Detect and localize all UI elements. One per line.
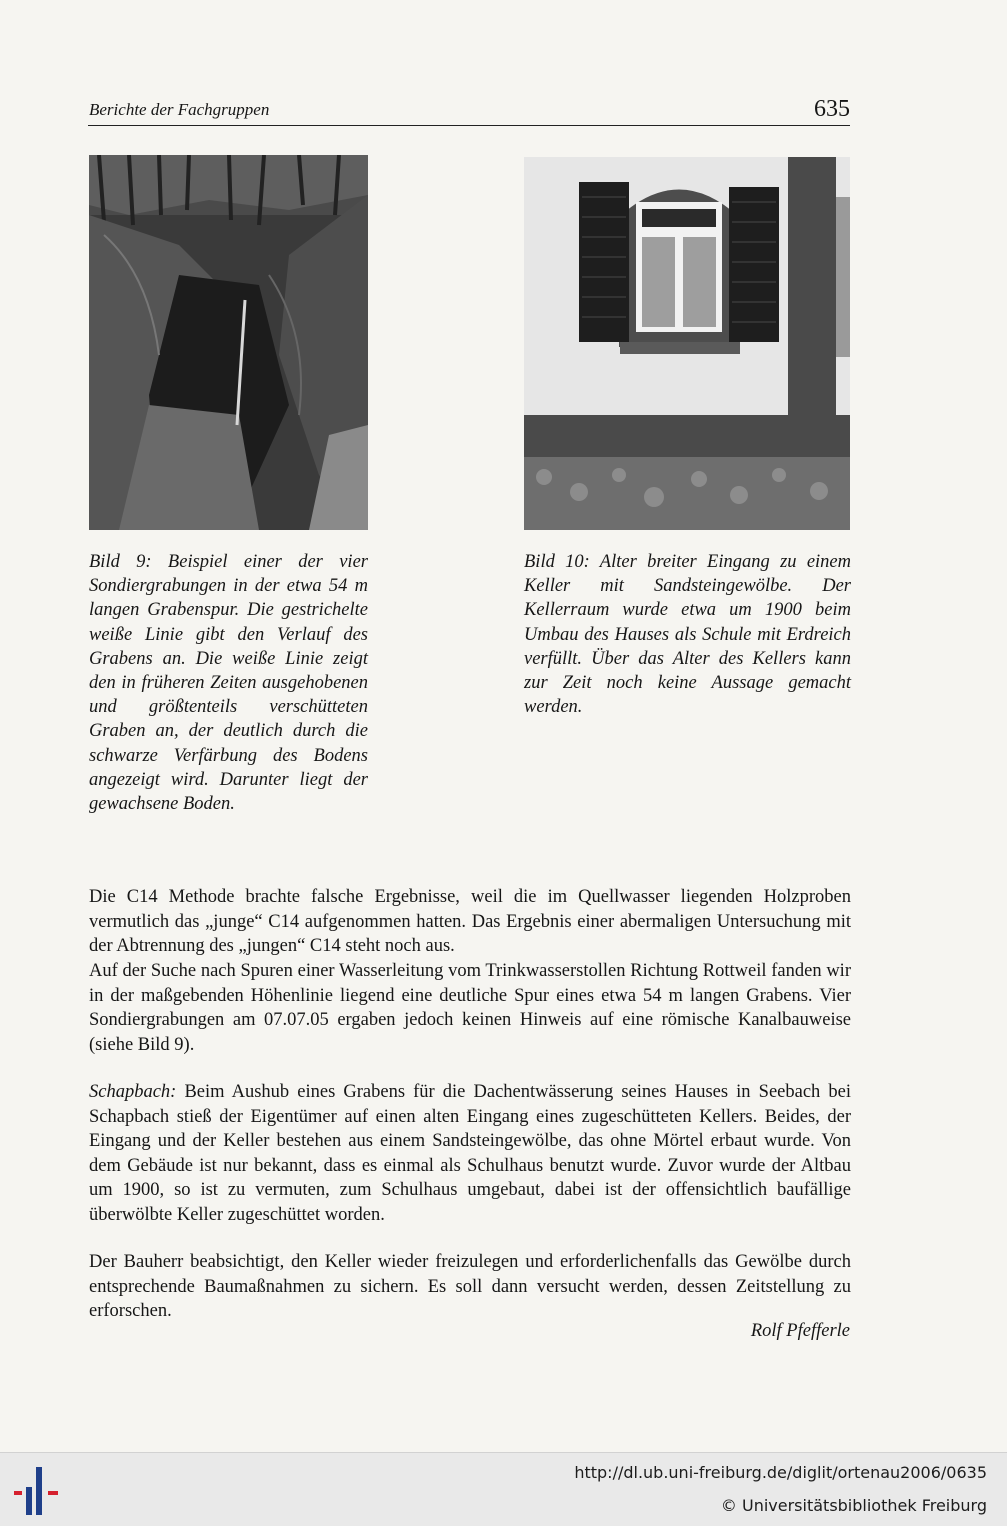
document-url-link[interactable]: http://dl.ub.uni-freiburg.de/diglit/ortenau2006/0635 [574, 1463, 987, 1482]
header-rule [88, 125, 850, 126]
body-paragraph [89, 1080, 851, 1228]
viewer-footer [0, 1452, 1007, 1526]
page-number: 635 [814, 96, 850, 122]
trench-photo [89, 155, 368, 530]
body-paragraph: Die C14 Methode brachte falsche Ergebnisse, weil die im Quellwasser liegenden Holzproben vermutlich das „junge“ C14 aufgenommen hatten. Das Ergebnis einer abermaligen Untersuchung mit der Abtrennung des „jungen“ C14 steht noch aus. [89, 887, 851, 957]
author-signature: Rolf Pfefferle [750, 1321, 850, 1341]
place-name: Schapbach: [89, 1082, 177, 1102]
figure-10-caption: Bild 10: Alter breiter Eingang zu einem Keller mit Sandsteingewölbe. Der Kellerraum wurde etwa um 1900 beim Umbau des Hauses als Schule mit Erdreich verfüllt. Über das Alter des Kellers kann zur Zeit noch keine Aussage gemacht werden. [524, 552, 851, 718]
figure-9-caption: Bild 9: Beispiel einer der vier Sondiergrabungen in der etwa 54 m langen Grabenspur. Die gestrichelte weiße Linie gibt den Verlauf des Grabens an. Die weiße Linie zeigt den in früheren Zeiten ausgehobenen und größtenteils verschütteten Graben an, der deutlich durch die schwarze Verfärbung des Bodens angezeigt wird. Darunter liegt der gewachsene Boden. [89, 552, 368, 815]
running-header: Berichte der Fachgruppen [89, 100, 270, 119]
body-paragraph: Der Bauherr beabsichtigt, den Keller wieder freizulegen und erforderlichenfalls das Gewölbe durch entsprechende Baumaßnahmen zu sichern. Es soll dann versucht werden, dessen Zeitstellung zu erforschen. [89, 1252, 851, 1322]
ub-freiburg-logo-icon [12, 1465, 64, 1517]
paragraph-text: Beim Aushub eines Grabens für die Dachentwässerung seines Hauses in Seebach bei Schapbach stieß der Eigentümer auf einen alten Eingang eines zugeschütteten Kellers. Beides, der Eingang und der Keller bestehen aus einem Sandsteingewölbe, das ohne Mörtel erbaut wurde. Von dem Gebäude ist nur bekannt, dass es einmal als Schulhaus benutzt wurde. Zuvor wurde der Altbau um 1900, so ist zu vermuten, zum Schulhaus umgebaut, dabei ist der offensichtlich baufällige überwölbte Keller zugeschüttet worden. [89, 1082, 851, 1225]
house-window-photo [524, 157, 850, 530]
body-paragraph: Auf der Suche nach Spuren einer Wasserleitung vom Trinkwasserstollen Richtung Rottweil fanden wir in der maßgebenden Höhenlinie liegend eine deutliche Spur eines etwa 54 m langen Grabens. Vier Sondiergrabungen am 07.07.05 ergaben jedoch keinen Hinweis auf eine römische Kanalbauweise (siehe Bild 9). [89, 961, 851, 1055]
copyright-notice: © Universitätsbibliothek Freiburg [720, 1496, 987, 1515]
